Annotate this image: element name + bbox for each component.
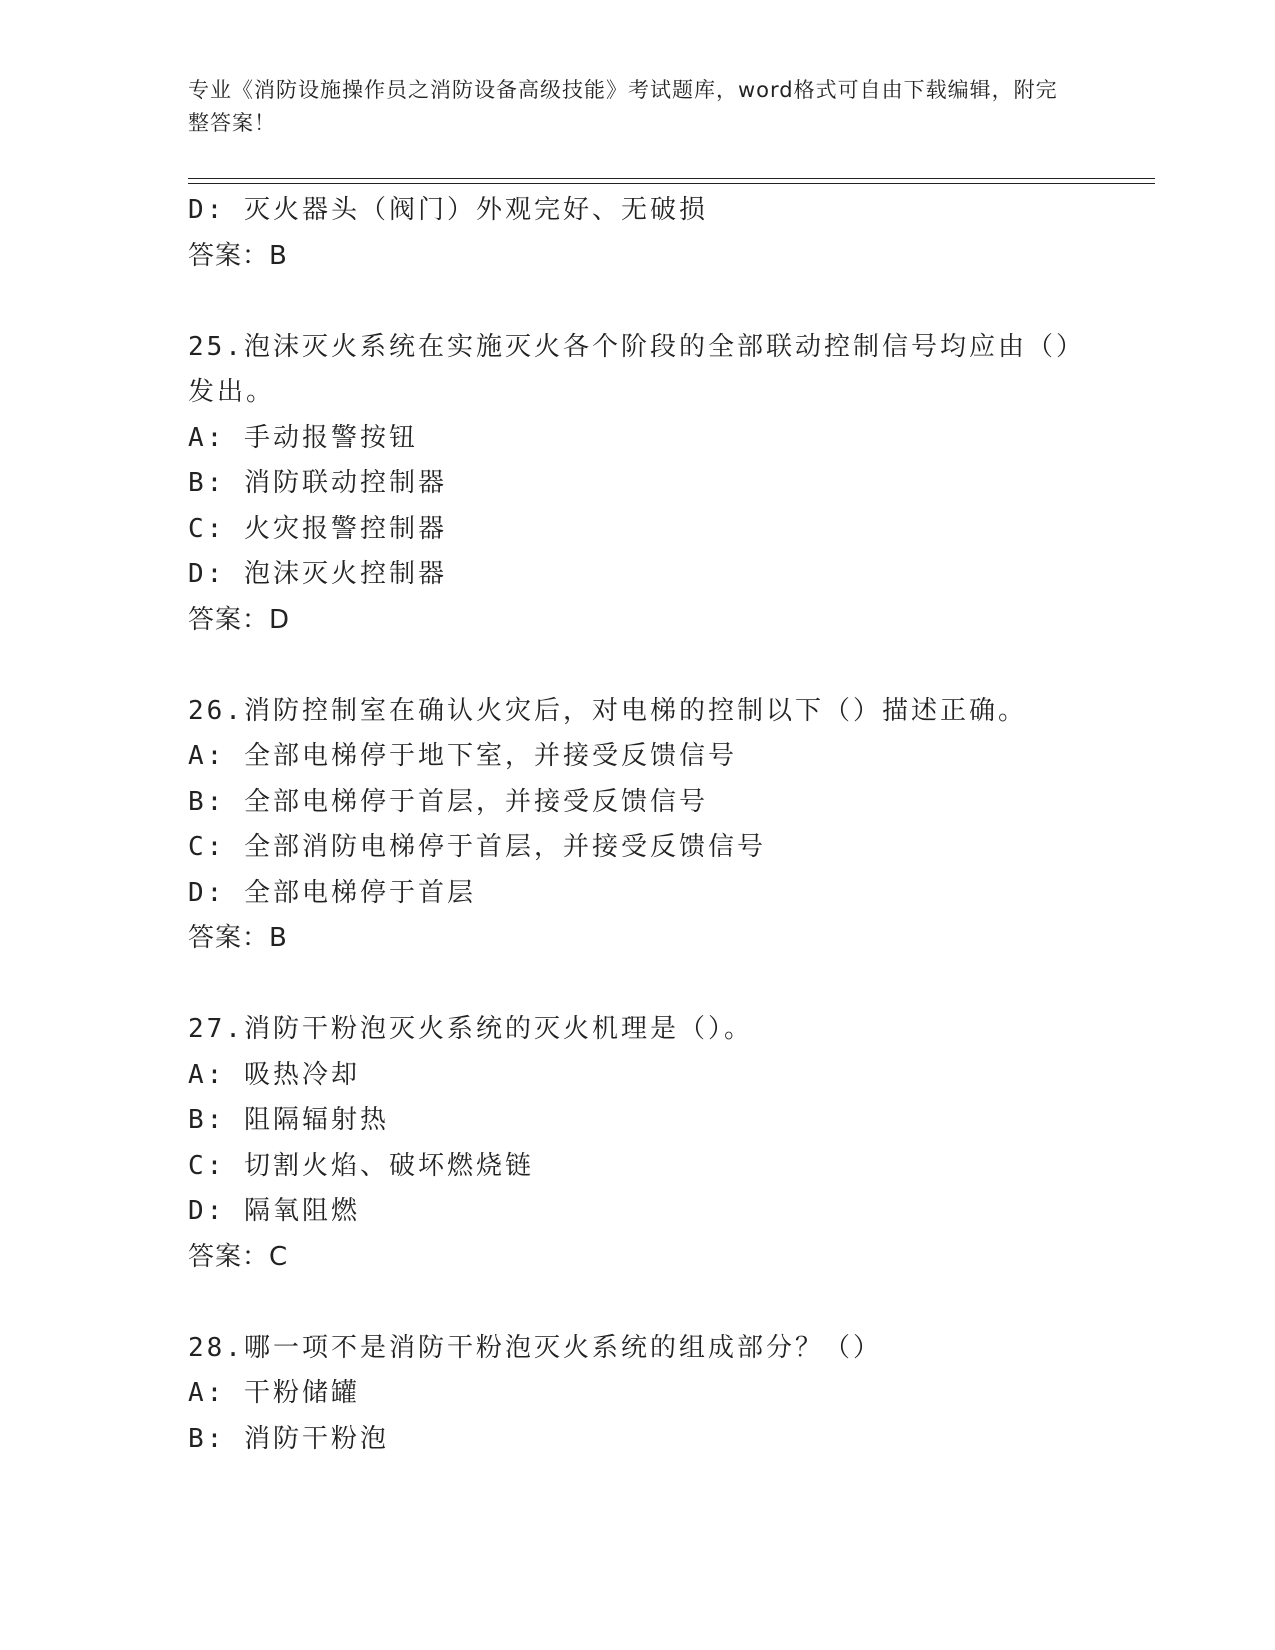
option-a: A: 干粉储罐 [188,1378,360,1408]
option-d: D: 泡沫灭火控制器 [188,559,447,589]
option-b: B: 消防干粉泡 [188,1423,389,1454]
question-stem: 25.泡沫灭火系统在实施灭火各个阶段的全部联动控制信号均应由（） [188,331,1085,362]
question-28 [188,1326,1088,1463]
option-a: A: 吸热冷却 [188,1059,360,1090]
question-25 [188,325,1088,644]
question-26 [188,689,1088,962]
spacer [188,279,1088,325]
option-d: D: 隔氧阻燃 [188,1196,360,1226]
option-a: A: 手动报警按钮 [188,422,418,453]
option-c: C: 火灾报警控制器 [188,513,447,544]
question-stem: 28.哪一项不是消防干粉泡灭火系统的组成部分？（） [188,1332,882,1363]
option-b: B: 全部电梯停于首层，并接受反馈信号 [188,786,708,817]
spacer [188,1280,1088,1326]
question-content [188,188,1088,1462]
answer: 答案：C [188,1241,289,1272]
option-c: C: 全部消防电梯停于首层，并接受反馈信号 [188,832,766,862]
header-divider-bottom [188,183,1155,184]
option-b: B: 阻隔辐射热 [188,1105,389,1135]
answer-24: 答案：B [188,240,288,271]
option-d: D: 全部电梯停于首层 [188,877,476,908]
question-stem-continued: 发出。 [188,377,276,407]
answer: 答案：D [188,604,291,635]
spacer [188,643,1088,689]
question-stem: 26.消防控制室在确认火灾后，对电梯的控制以下（）描述正确。 [188,695,1027,726]
question-27 [188,1007,1088,1280]
spacer [188,962,1088,1008]
answer: 答案：B [188,923,288,953]
option-c: C: 切割火焰、破坏燃烧链 [188,1150,534,1181]
page-header: 专业《消防设施操作员之消防设备高级技能》考试题库，word格式可自由下载编辑，附完整答案！ [188,78,1058,135]
option-b: B: 消防联动控制器 [188,468,447,498]
question-stem: 27.消防干粉泡灭火系统的灭火机理是（）。 [188,1014,753,1044]
header-divider-top [188,178,1155,179]
option-a: A: 全部电梯停于地下室，并接受反馈信号 [188,741,737,771]
option-d-continued: D: 灭火器头（阀门）外观完好、无破损 [188,195,708,225]
